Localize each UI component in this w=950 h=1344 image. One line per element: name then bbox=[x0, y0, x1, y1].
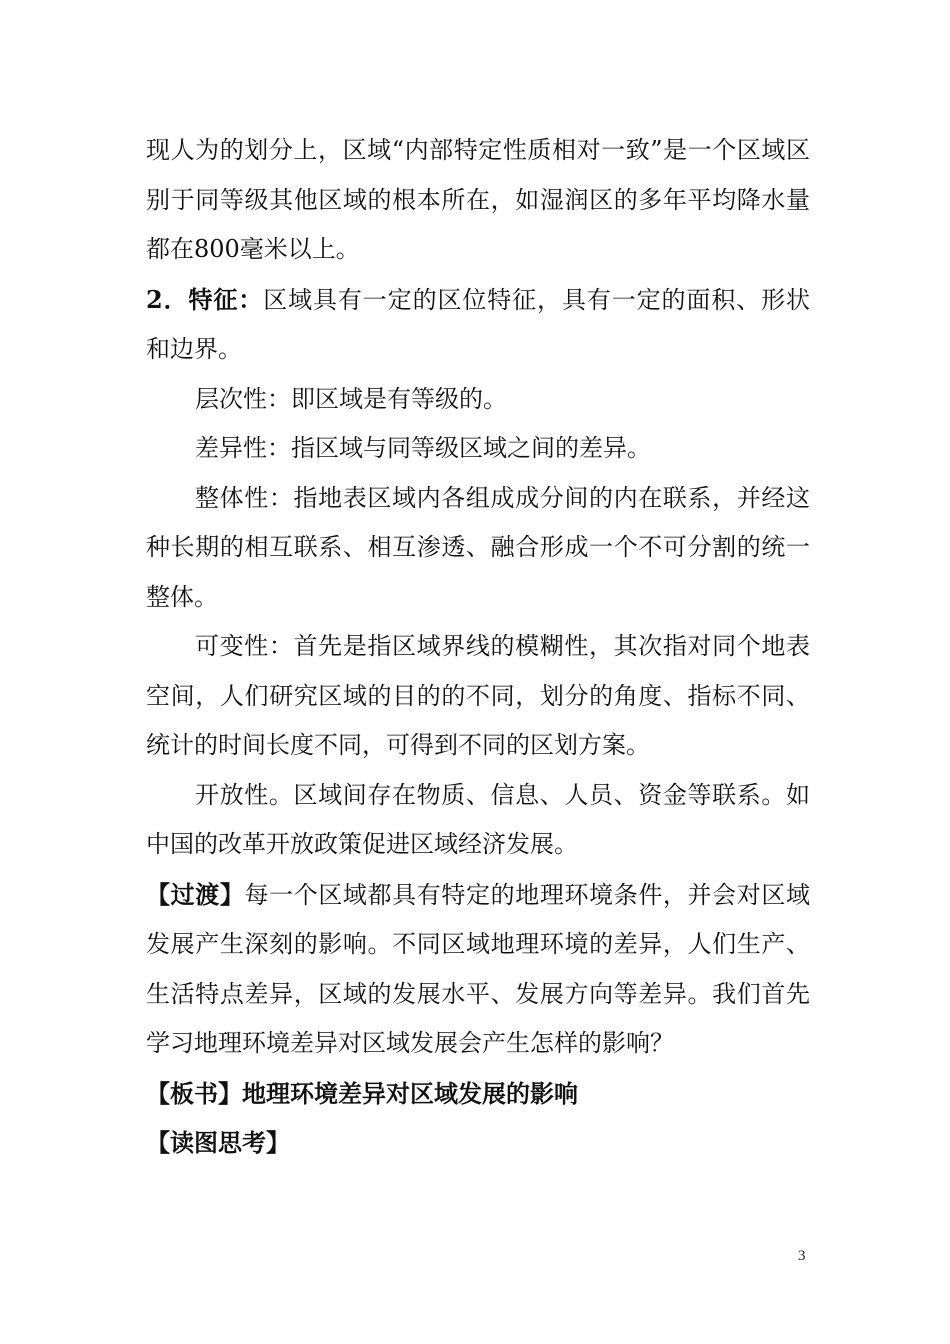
paragraph-board-heading: 【板书】地理环境差异对区域发展的影响 bbox=[146, 1078, 578, 1108]
paragraph-openness: 开放性。区域间存在物质、信息、人员、资金等联系。如中国的改革开放政策促进区域经济发展。 bbox=[146, 780, 810, 858]
paragraph-region-definition: 现人为的划分上，区域“内部特定性质相对一致”是一个区域区别于同等级其他区域的根本所在，如湿润区的多年平均降水量都在800毫米以上。 bbox=[146, 136, 810, 263]
transition-label: 【过渡】 bbox=[146, 879, 245, 909]
features-text: 区域具有一定的区位特征，具有一定的面积、形状和边界。 bbox=[146, 285, 811, 363]
features-label: 2．特征： bbox=[146, 284, 264, 314]
page-number: 3 bbox=[798, 1248, 806, 1264]
paragraph-difference: 差异性：指区域与同等级区域之间的差异。 bbox=[195, 434, 651, 462]
paragraph-variability: 可变性：首先是指区域界线的模糊性，其次指对同个地表空间，人们研究区域的目的的不同，划分的角度、指标不同、统计的时间长度不同，可得到不同的区划方案。 bbox=[146, 632, 810, 759]
paragraph-hierarchy: 层次性：即区域是有等级的。 bbox=[195, 384, 507, 413]
transition-text: 每一个区域都具有特定的地理环境条件，并会对区域发展产生深刻的影响。不同区域地理环境的差异，人们生产、生活特点差异，区域的发展水平、发展方向等差异。我们首先学习地理环境差异对区域发展会产生怎样的影响？ bbox=[146, 880, 811, 1057]
paragraph-features bbox=[146, 275, 810, 375]
paragraph-transition bbox=[146, 870, 810, 1069]
document-body bbox=[146, 126, 810, 1168]
paragraph-integrity: 整体性：指地表区域内各组成成分间的内在联系，并经这种长期的相互联系、相互渗透、融合形成一个不可分割的统一整体。 bbox=[146, 483, 810, 611]
paragraph-map-reading: 【读图思考】 bbox=[146, 1128, 290, 1157]
